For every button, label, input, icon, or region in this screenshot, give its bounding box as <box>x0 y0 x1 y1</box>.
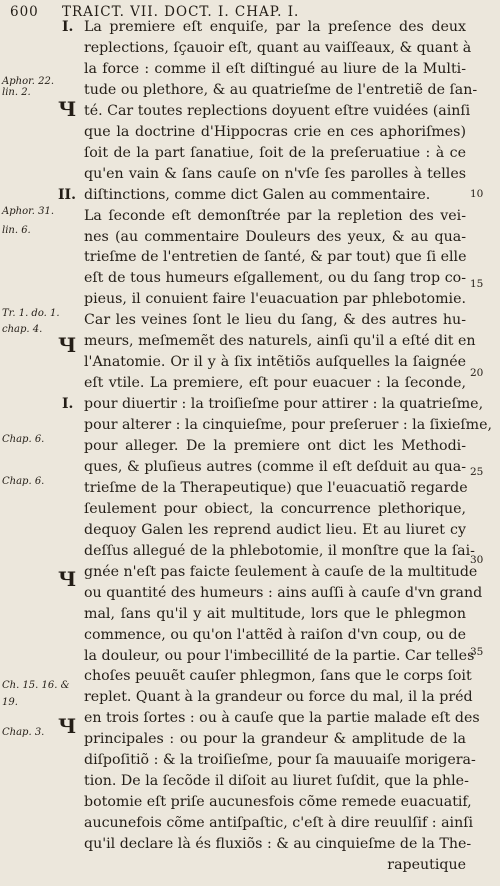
text-line: pieus, il conuient faire l'euacuation par phlebotomie. <box>84 291 466 308</box>
text-line: commence, ou qu'on l'attẽd à raiſon d'vn coup, ou de <box>84 626 466 643</box>
margin-note: Tr. 1. do. 1. <box>2 308 60 320</box>
section-number: II. <box>58 186 76 203</box>
line-number: 25 <box>470 466 484 479</box>
text-line: nes (au commentaire Douleurs des yeux, & au qua- <box>84 228 466 245</box>
text-line: trieſme de l'entretien de ſanté, & par tout) que ſi elle <box>84 249 467 266</box>
section-number: I. <box>62 18 74 35</box>
text-line: Car les veines ſont le lieu du ſang, & des autres hu- <box>84 312 466 329</box>
margin-note: Chap. 6. <box>2 434 45 446</box>
paragraph-mark-icon: Ч <box>58 333 77 358</box>
text-line: mal, ſans qu'il y ait multitude, lors que le phlegmon <box>84 605 466 622</box>
section-number: I. <box>62 396 74 412</box>
catchword: rapeutique <box>387 857 466 873</box>
text-line: qu'en vain & ſans cauſe on n'vſe ſes parolles à telles <box>84 165 466 182</box>
line-number: 15 <box>470 277 484 290</box>
text-line: eſt vtile. La premiere, eſt pour euacuer : la ſeconde, <box>84 375 466 392</box>
text-line: tion. De la ſecõde il diſoit au liuret ſuſdit, que la phle- <box>84 773 469 790</box>
page-number: 600 <box>10 4 39 20</box>
line-number: 30 <box>470 554 484 567</box>
text-line: diſtinctions, comme dict Galen au commentaire. <box>84 186 431 203</box>
text-line: meurs, meſmemẽt des naturels, ainſi qu'il a eſté dit en <box>84 333 476 350</box>
margin-note: chap. 4. <box>2 323 43 335</box>
text-line: La ſeconde eſt demonſtrée par la repletion des vei- <box>84 207 466 224</box>
text-line: aucunefois cõme antiſpaſtic, c'eſt à dire reuulſif : ainſi <box>84 815 473 832</box>
text-line: ou quantité des humeurs : ains auſſi à cauſe d'vn grand <box>84 584 483 601</box>
margin-note: 19. <box>2 696 18 708</box>
margin-note: lin. 6. <box>2 224 31 236</box>
margin-note: Aphor. 22. <box>2 76 55 88</box>
text-line: la douleur, ou pour l'imbecillité de la partie. Car telles <box>84 647 475 664</box>
text-line: qu'il declare là és fluxiõs : & au cinquieſme de la The- <box>84 836 472 853</box>
text-line: La premiere eſt enquiſe, par la preſence des deux <box>84 19 466 35</box>
margin-note: lin. 2. <box>2 87 31 99</box>
text-line: pour diuertir : la troiſieſme pour attirer : la quatrieſme, <box>84 396 484 413</box>
text-line: té. Car toutes replections doyuent eſtre vuidées (ainſi <box>84 102 471 119</box>
text-line: en trois ſortes : ou à cauſe que la partie malade eſt des <box>84 710 480 727</box>
text-line: gnée n'eſt pas faicte ſeulement à cauſe de la multitude <box>84 563 478 580</box>
text-line: choſes peuuẽt cauſer phlegmon, ſans que le corps ſoit <box>84 668 472 685</box>
text-line: ques, & pluſieus autres (comme il eſt deſduit au qua- <box>84 458 466 475</box>
text-line: pour alterer : la cinquieſme, pour preſeruer : la ſixieſme, <box>84 417 493 434</box>
text-line: ſeulement pour obiect, la concurrence plethorique, <box>84 500 466 517</box>
text-line: la force : comme il eſt diſtingué au liure de la Multi- <box>84 60 466 77</box>
text-line: ſoit de la part ſanatiue, ſoit de la preſeruatiue : à ce <box>84 144 466 161</box>
paragraph-mark-icon: Ч <box>58 567 77 592</box>
text-line: replet. Quant à la grandeur ou force du mal, il la préd <box>84 689 473 706</box>
text-line: pour alleger. De la premiere ont dict les Methodi- <box>84 438 466 454</box>
paragraph-mark-icon: Ч <box>58 96 77 121</box>
text-line: dequoy Galen les reprend audict lieu. Et au liuret cy <box>84 521 466 538</box>
paragraph-mark-icon: Ч <box>58 713 77 738</box>
text-line: que la doctrine d'Hippocras crie en ces aphoriſmes) <box>84 123 466 140</box>
text-line: botomie eſt priſe aucunesfois cõme remede euacuatif, <box>84 794 472 811</box>
text-line: eſt de tous humeurs eſgallement, ou du ſang trop co- <box>84 270 466 287</box>
margin-note: Chap. 6. <box>2 475 45 487</box>
text-line: deſſus allegué de la phlebotomie, il monſtre que la ſai- <box>84 542 475 559</box>
margin-note: Ch. 15. 16. & <box>2 679 70 691</box>
text-line: replections, ſçauoir eſt, quant au vaiſſeaux, & quant à <box>84 39 472 56</box>
line-number: 10 <box>470 188 484 201</box>
text-line: trieſme de la Therapeutique) que l'euacuatiõ regarde <box>84 479 468 496</box>
text-line: tude ou plethore, & au quatrieſme de l'entretiẽ de ſan- <box>84 81 478 98</box>
line-number: 20 <box>470 367 484 380</box>
text-line: l'Anatomie. Or il y à ſix intẽtiõs auſquelles la ſaignée <box>84 354 466 371</box>
margin-note: Chap. 3. <box>2 727 45 739</box>
text-line: principales : ou pour la grandeur & amplitude de la <box>84 731 466 748</box>
running-title: TRAICT. VII. DOCT. I. CHAP. I. <box>62 4 300 20</box>
text-line: diſpoſitiõ : & la troiſieſme, pour ſa mauuaiſe morigera- <box>84 752 476 769</box>
margin-note: Aphor. 31. <box>2 205 55 217</box>
line-number: 35 <box>470 645 484 658</box>
